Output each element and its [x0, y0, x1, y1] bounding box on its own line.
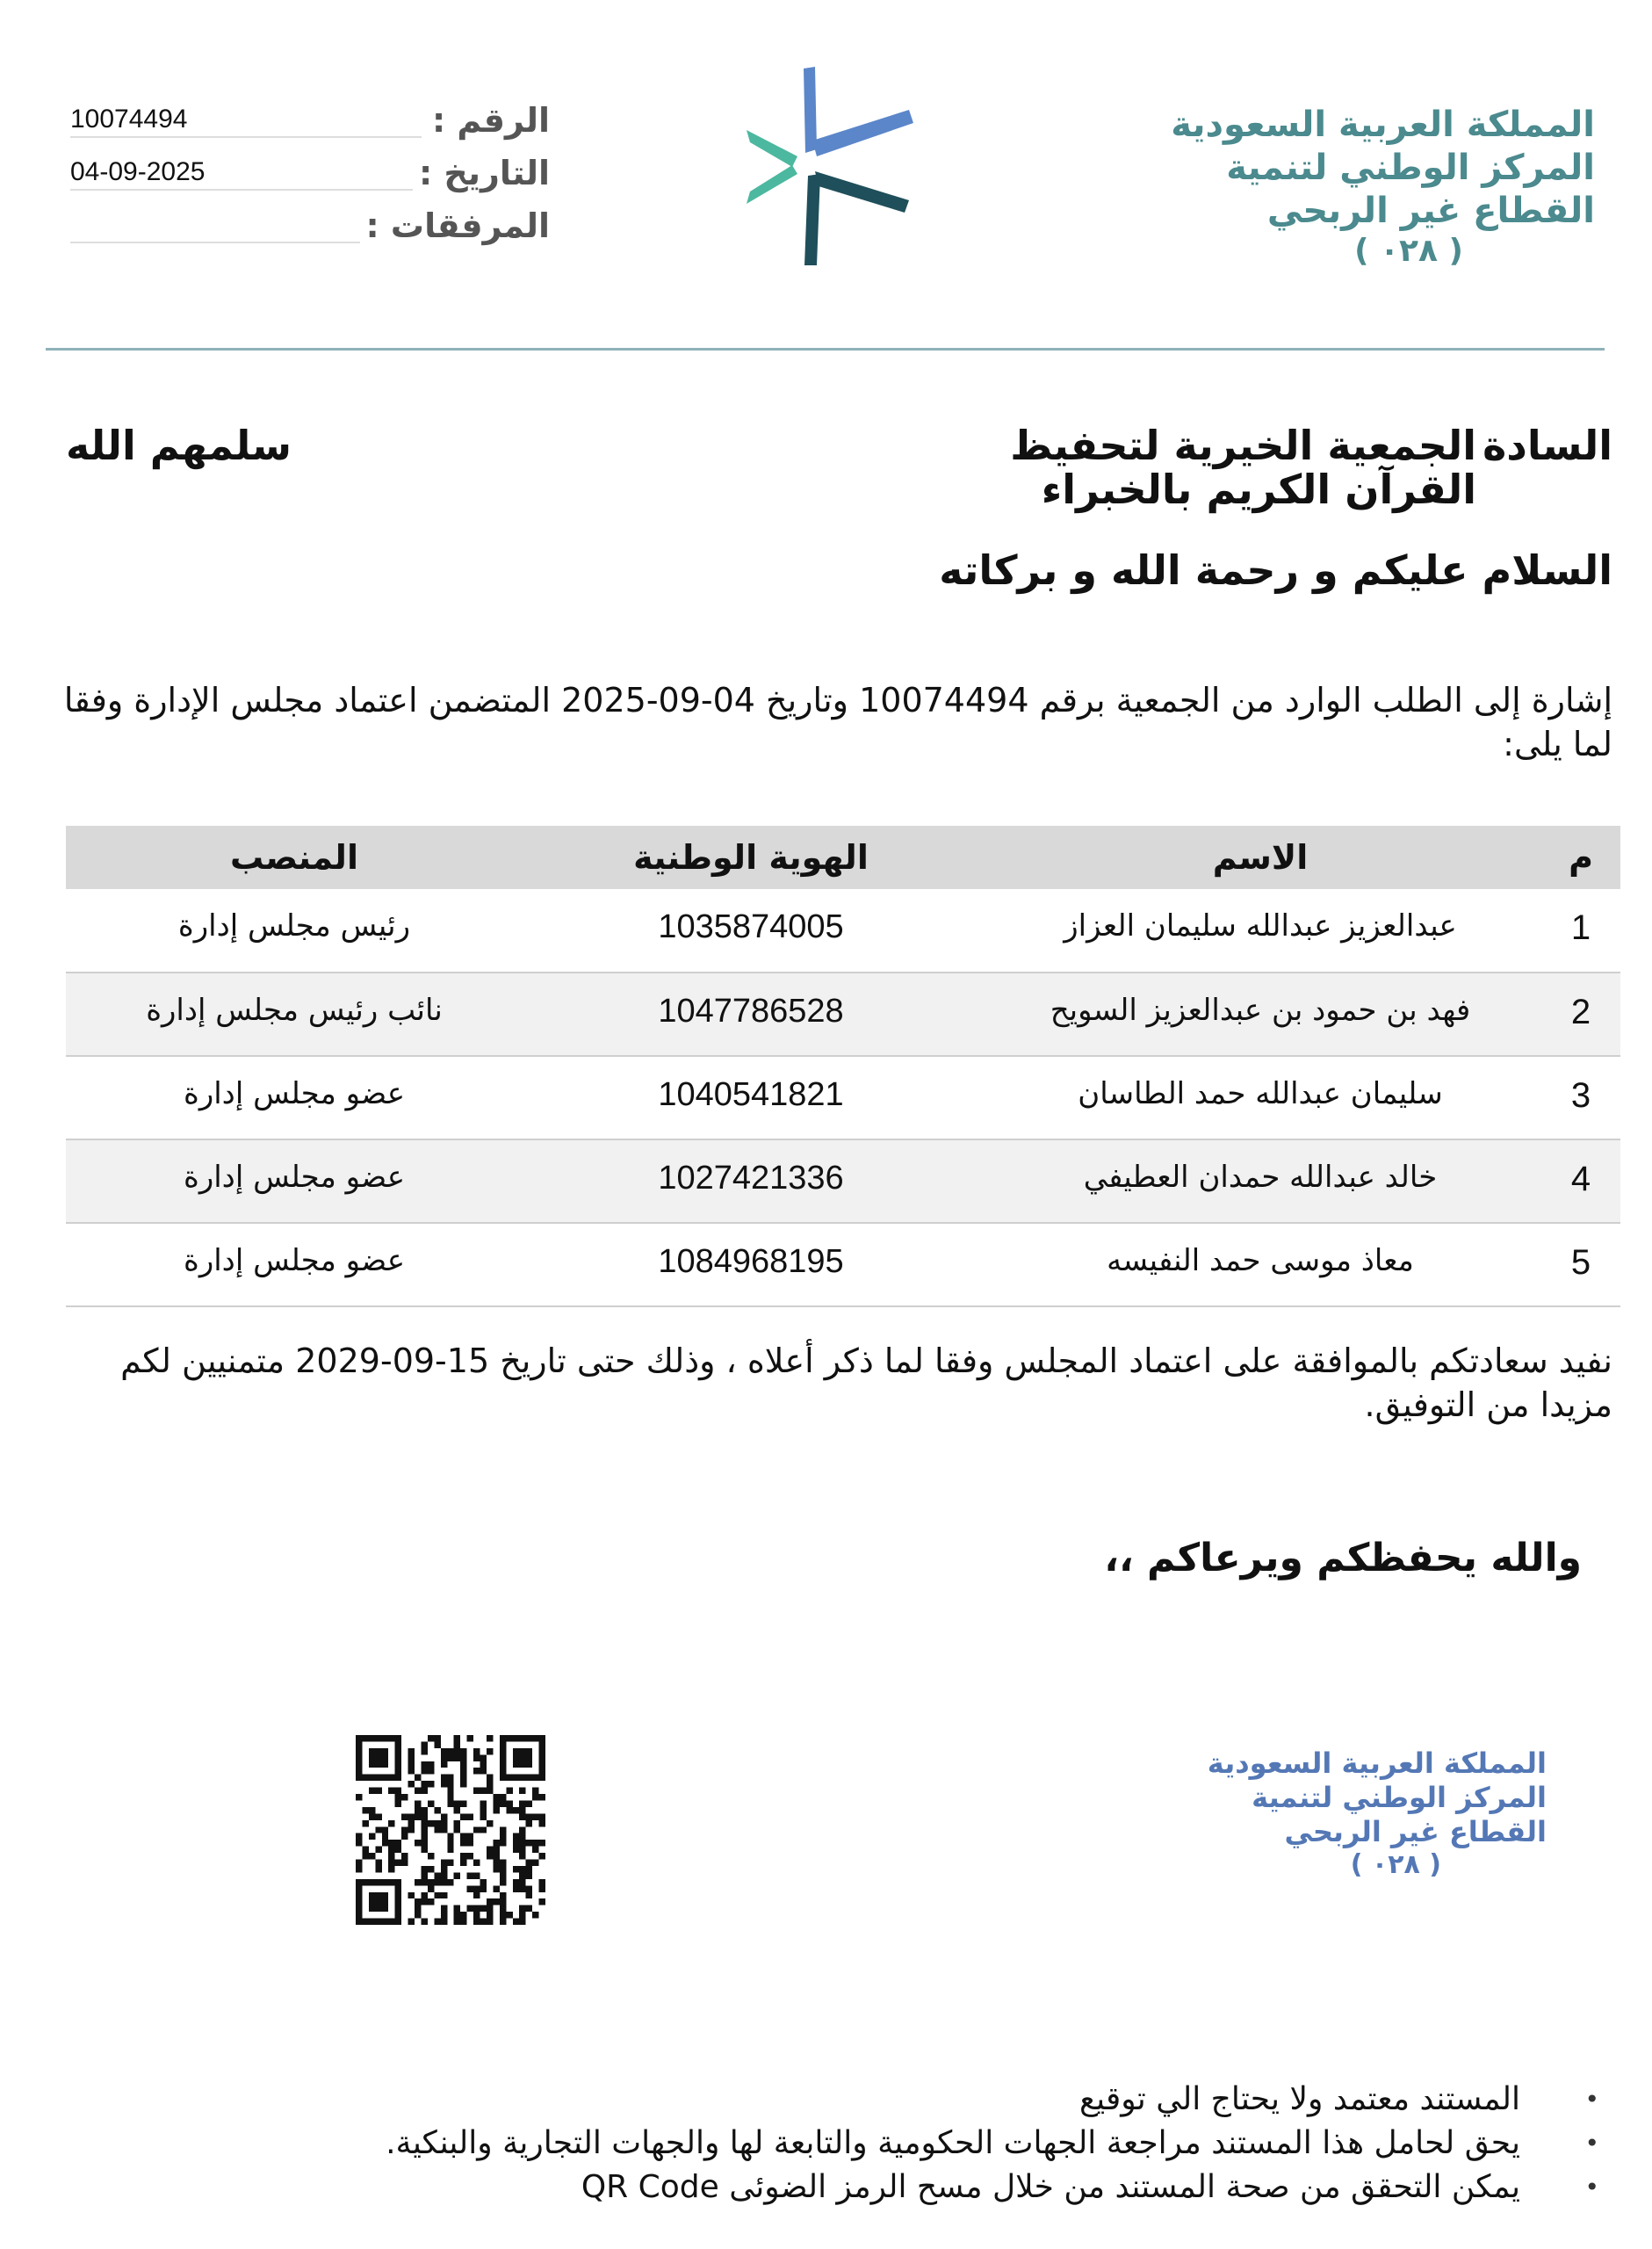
row-number: 2 — [1541, 973, 1620, 1056]
table-row — [66, 973, 1620, 1056]
org-line: المملكة العربية السعودية — [1171, 105, 1595, 145]
intro-paragraph: إشارة إلى الطلب الوارد من الجمعية برقم 10074494 وتاريخ 04-09-2025 المتضمن اعتماد مجلس الإدارة وفقا لما يلى: — [63, 681, 1612, 763]
address-suffix: سلمهم الله — [66, 422, 292, 469]
member-position: عضو مجلس إدارة — [66, 1223, 523, 1306]
meta-label: المرفقات : — [365, 206, 550, 245]
member-name: سليمان عبدالله حمد الطاسان — [979, 1056, 1541, 1139]
org-line: القطاع غير الربحي — [1284, 1815, 1547, 1849]
member-name: فهد بن حمود بن عبدالعزيز السويح — [979, 973, 1541, 1056]
org-line: المركز الوطني لتنمية — [1252, 1781, 1547, 1815]
org-code: ( ٠٢٨ ) — [1350, 1849, 1441, 1881]
row-number: 3 — [1541, 1056, 1620, 1139]
member-position: عضو مجلس إدارة — [66, 1056, 523, 1139]
note-item: • المستند معتمد ولا يحتاج الي توقيع — [106, 2078, 1599, 2122]
row-number: 1 — [1541, 889, 1620, 973]
column-header: المنصب — [66, 826, 523, 889]
org-line: القطاع غير الربحي — [1266, 190, 1595, 231]
national-id: 1040541821 — [523, 1056, 979, 1139]
table-header-row — [66, 826, 1620, 889]
meta-label: التاريخ : — [418, 154, 550, 192]
qr-code-icon — [356, 1735, 545, 1925]
meta-value: 10074494 — [70, 105, 188, 134]
member-position: عضو مجلس إدارة — [66, 1139, 523, 1223]
footer-org-stamp — [1195, 1746, 1547, 1882]
member-position: نائب رئيس مجلس إدارة — [66, 973, 523, 1056]
row-number: 5 — [1541, 1223, 1620, 1306]
column-header: الهوية الوطنية — [523, 826, 979, 889]
table-row — [66, 1223, 1620, 1306]
member-position: رئيس مجلس إدارة — [66, 889, 523, 973]
table-row — [66, 1139, 1620, 1223]
member-name: خالد عبدالله حمدان العطيفي — [979, 1139, 1541, 1223]
table-row — [66, 1056, 1620, 1139]
member-name: عبدالعزيز عبدالله سليمان العزاز — [979, 889, 1541, 973]
column-header: م — [1541, 826, 1620, 889]
national-id: 1027421336 — [523, 1139, 979, 1223]
note-item: • يمكن التحقق من صحة المستند من خلال مسح الرمز الضوئى QR Code — [106, 2166, 1599, 2209]
address-prefix: السادة — [1482, 422, 1612, 469]
national-id: 1035874005 — [523, 889, 979, 973]
footer-notes — [106, 2078, 1599, 2209]
recipient-line: الجمعية الخيرية لتحفيظ — [1010, 422, 1476, 469]
table-row — [66, 889, 1620, 973]
approval-paragraph: نفيد سعادتكم بالموافقة على اعتماد المجلس وفقا لما ذكر أعلاه ، وذلك حتى تاريخ 15-09-2029 متمنيين لكم مزيدا من التوفيق. — [120, 1341, 1612, 1424]
org-line: المملكة العربية السعودية — [1207, 1746, 1547, 1780]
center-logo-icon — [747, 61, 922, 272]
org-line: المركز الوطني لتنمية — [1226, 147, 1595, 188]
row-number: 4 — [1541, 1139, 1620, 1223]
members-table — [66, 826, 1620, 1307]
column-header: الاسم — [979, 826, 1541, 889]
national-id: 1084968195 — [523, 1223, 979, 1306]
recipient-line: القرآن الكريم بالخبراء — [1041, 466, 1476, 513]
sign-off: والله يحفظكم ويرعاكم ،، — [1104, 1536, 1582, 1580]
greeting: السلام عليكم و رحمة الله و بركاته — [939, 546, 1612, 594]
meta-label: الرقم : — [431, 101, 550, 140]
national-id: 1047786528 — [523, 973, 979, 1056]
note-item: • يحق لحامل هذا المستند مراجعة الجهات الحكومية والتابعة لها والجهات التجارية والبنكية. — [106, 2122, 1599, 2166]
header-org-name — [1138, 104, 1595, 271]
org-code: ( ٠٢٨ ) — [1354, 233, 1463, 270]
member-name: معاذ موسى حمد النفيسه — [979, 1223, 1541, 1306]
header-divider — [46, 348, 1605, 351]
recipient-name — [1010, 422, 1476, 513]
meta-value: 04-09-2025 — [70, 157, 206, 186]
